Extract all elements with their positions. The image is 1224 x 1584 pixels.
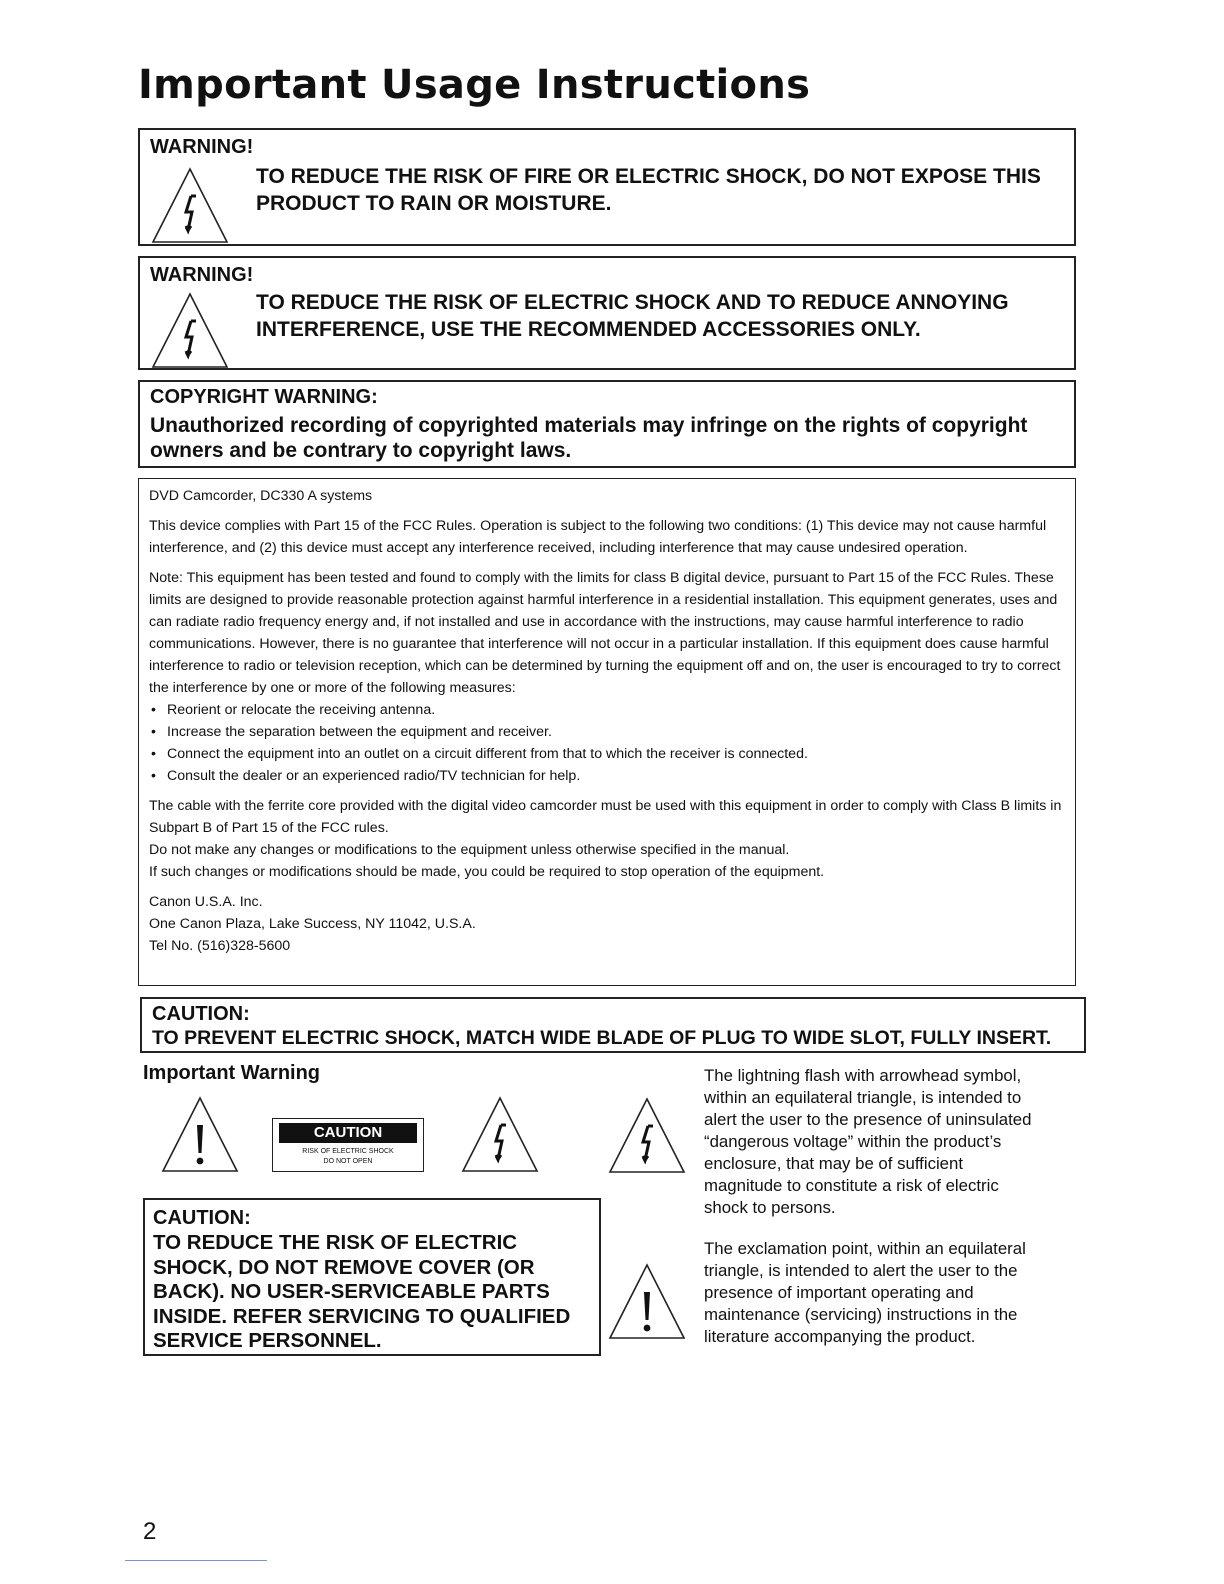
caution-label-small-text: DO NOT OPEN bbox=[323, 1158, 373, 1165]
caution-label: CAUTION: bbox=[153, 1207, 251, 1229]
copyright-text-line2: owners and be contrary to copyright laws. bbox=[150, 439, 572, 462]
caution-plug-box bbox=[140, 997, 1086, 1053]
copyright-label: COPYRIGHT WARNING: bbox=[150, 386, 378, 408]
list-item: • Increase the separation between the equipment and receiver. bbox=[149, 721, 1065, 743]
explanation-line: within an equilateral triangle, is intended to bbox=[704, 1088, 1022, 1107]
fcc-address: One Canon Plaza, Lake Success, NY 11042, U.S.A. bbox=[149, 916, 476, 932]
exclamation-explanation bbox=[704, 1238, 1074, 1348]
list-item: • Connect the equipment into an outlet on a circuit different from that to which the receiver is connected. bbox=[149, 743, 1065, 765]
lightning-warning-icon bbox=[150, 166, 230, 246]
copyright-warning-box bbox=[138, 380, 1076, 468]
warning-text-line1: TO REDUCE THE RISK OF FIRE OR ELECTRIC SHOCK, DO NOT EXPOSE THIS bbox=[256, 165, 1041, 188]
warning-text-line2: INTERFERENCE, USE THE RECOMMENDED ACCESSORIES ONLY. bbox=[256, 318, 921, 341]
caution-cover-line: TO REDUCE THE RISK OF ELECTRIC bbox=[153, 1231, 518, 1254]
explanation-line: The exclamation point, within an equilateral bbox=[704, 1239, 1026, 1258]
caution-product-label bbox=[272, 1118, 424, 1172]
explanation-line: shock to persons. bbox=[704, 1198, 836, 1217]
warning-text-line1: TO REDUCE THE RISK OF ELECTRIC SHOCK AND TO REDUCE ANNOYING bbox=[256, 291, 1009, 314]
explanation-line: maintenance (servicing) instructions in the bbox=[704, 1305, 1018, 1324]
explanation-line: magnitude to constitute a risk of electric bbox=[704, 1176, 999, 1195]
caution-cover-line: SHOCK, DO NOT REMOVE COVER (OR bbox=[153, 1255, 535, 1279]
caution-cover-box bbox=[143, 1198, 601, 1356]
caution-label: CAUTION: bbox=[152, 1003, 250, 1025]
caution-label-small-text: RISK OF ELECTRIC SHOCK bbox=[302, 1148, 394, 1155]
lightning-warning-icon bbox=[150, 291, 230, 371]
explanation-line: enclosure, that may be of sufficient bbox=[704, 1154, 964, 1173]
fcc-model: DVD Camcorder, DC330 A systems bbox=[149, 488, 373, 504]
fcc-tel: Tel No. (516)328-5600 bbox=[149, 938, 291, 954]
important-warning-title: Important Warning bbox=[143, 1062, 321, 1084]
list-item: • Consult the dealer or an experienced radio/TV technician for help. bbox=[149, 765, 1065, 787]
explanation-line: triangle, is intended to alert the user to the bbox=[704, 1261, 1018, 1280]
fcc-changes-2: If such changes or modifications should be made, you could be required to stop operation of the equipment. bbox=[149, 864, 825, 880]
fcc-cable: The cable with the ferrite core provided with the digital video camcorder must be used with this equipment in order to comply with Class B limits in Subpart B of Part 15 of the FCC rules. bbox=[149, 798, 1062, 836]
fcc-company: Canon U.S.A. Inc. bbox=[149, 894, 263, 910]
page-number: 2 bbox=[143, 1518, 157, 1545]
caution-cover-line: INSIDE. REFER SERVICING TO QUALIFIED bbox=[153, 1304, 571, 1328]
copyright-text-line1: Unauthorized recording of copyrighted materials may infringe on the rights of copyright bbox=[150, 414, 1028, 437]
fcc-note: Note: This equipment has been tested and found to comply with the limits for class B digital device, pursuant to Part 15 of the FCC Rules. These limits are designed to provide reasonable protection against harmful interference in a residential installation. This equipment generates, uses and can radiate radio frequency energy and, if not installed and use in accordance with the instructions, may cause harmful interference to radio communications. However, there is no guarantee that interference will not occur in a particular installation. If this equipment does cause harmful interference to radio or television reception, which can be determined by turning the equipment off and on, the user is encouraged to try to correct the interference by one or more of the following measures: bbox=[149, 570, 1061, 696]
explanation-line: The lightning flash with arrowhead symbol, bbox=[704, 1066, 1022, 1085]
explanation-line: “dangerous voltage” within the product’s bbox=[704, 1132, 1002, 1151]
fcc-statement-box bbox=[138, 478, 1076, 986]
lightning-explanation bbox=[704, 1065, 1074, 1219]
warning-text-line2: PRODUCT TO RAIN OR MOISTURE. bbox=[256, 192, 612, 215]
warning-label: WARNING! bbox=[150, 264, 254, 286]
exclamation-warning-icon bbox=[160, 1095, 240, 1175]
list-item: • Reorient or relocate the receiving antenna. bbox=[149, 699, 1065, 721]
fcc-changes-1: Do not make any changes or modifications to the equipment unless otherwise specified in the manual. bbox=[149, 842, 790, 858]
explanation-line: literature accompanying the product. bbox=[704, 1327, 976, 1346]
caution-cover-line: BACK). NO USER-SERVICEABLE PARTS bbox=[153, 1280, 550, 1303]
exclamation-warning-icon bbox=[607, 1262, 687, 1342]
lightning-warning-icon bbox=[460, 1095, 540, 1175]
footer-divider bbox=[125, 1560, 267, 1561]
caution-cover-line: SERVICE PERSONNEL. bbox=[153, 1329, 382, 1352]
caution-plug-text: TO PREVENT ELECTRIC SHOCK, MATCH WIDE BLADE OF PLUG TO WIDE SLOT, FULLY INSERT. bbox=[152, 1027, 1052, 1049]
warning-box-fire bbox=[138, 128, 1076, 246]
lightning-warning-icon bbox=[607, 1096, 687, 1176]
caution-label-heading: CAUTION bbox=[279, 1123, 417, 1143]
explanation-line: alert the user to the presence of uninsulated bbox=[704, 1110, 1032, 1129]
fcc-compliance: This device complies with Part 15 of the FCC Rules. Operation is subject to the following two conditions: (1) This device may not cause harmful interference, and (2) this device must accept any interference received, including interference that may cause undesired operation. bbox=[149, 518, 1047, 556]
warning-label: WARNING! bbox=[150, 136, 254, 158]
fcc-measures-list bbox=[149, 699, 1065, 787]
explanation-line: presence of important operating and bbox=[704, 1283, 974, 1302]
page-title: Important Usage Instructions bbox=[138, 62, 811, 108]
warning-box-accessories bbox=[138, 256, 1076, 370]
